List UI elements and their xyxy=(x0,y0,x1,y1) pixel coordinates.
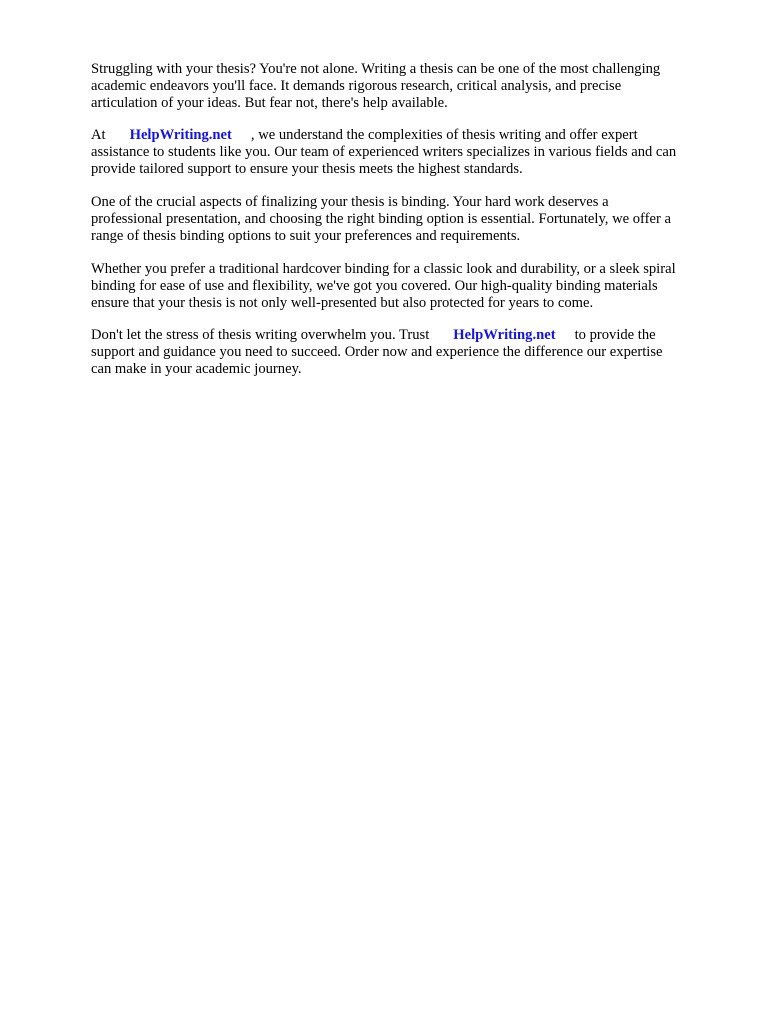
text-fragment: , we understand the complexities of thesis writing and offer expert xyxy=(250,127,638,143)
text-line xyxy=(91,327,731,344)
text-line: One of the crucial aspects of finalizing your thesis is binding. Your hard work deserves a xyxy=(91,194,609,210)
text-line: can make in your academic journey. xyxy=(91,361,302,377)
text-line: support and guidance you need to succeed. Order now and experience the difference our expertise xyxy=(91,344,663,360)
text-line: provide tailored support to ensure your thesis meets the highest standards. xyxy=(91,161,523,177)
text-fragment: to provide the xyxy=(574,327,656,343)
text-line: Struggling with your thesis? You're not alone. Writing a thesis can be one of the most challenging xyxy=(91,61,661,77)
text-line: Whether you prefer a traditional hardcover binding for a classic look and durability, or a sleek spiral xyxy=(91,261,676,277)
text-fragment: Don't let the stress of thesis writing overwhelm you. Trust xyxy=(91,327,430,343)
text-line: professional presentation, and choosing the right binding option is essential. Fortunately, we offer a xyxy=(91,211,671,227)
text-line: range of thesis binding options to suit your preferences and requirements. xyxy=(91,228,521,244)
helpwriting-link[interactable]: HelpWriting.net xyxy=(129,127,232,143)
text-fragment: At xyxy=(91,127,106,143)
text-line xyxy=(91,127,731,144)
text-line: academic endeavors you'll face. It demands rigorous research, critical analysis, and precise xyxy=(91,78,622,94)
text-line: binding for ease of use and flexibility, we've got you covered. Our high-quality binding materials xyxy=(91,278,658,294)
helpwriting-link[interactable]: HelpWriting.net xyxy=(453,327,556,343)
paragraph-about-service xyxy=(91,127,731,178)
paragraph-intro xyxy=(91,61,731,112)
text-line: articulation of your ideas. But fear not, there's help available. xyxy=(91,95,448,111)
text-line: assistance to students like you. Our team of experienced writers specializes in various fields and can xyxy=(91,144,677,160)
paragraph-binding-options xyxy=(91,261,731,312)
paragraph-binding xyxy=(91,194,731,245)
paragraph-call-to-action xyxy=(91,327,731,378)
text-line: ensure that your thesis is not only well-presented but also protected for years to come. xyxy=(91,295,594,311)
